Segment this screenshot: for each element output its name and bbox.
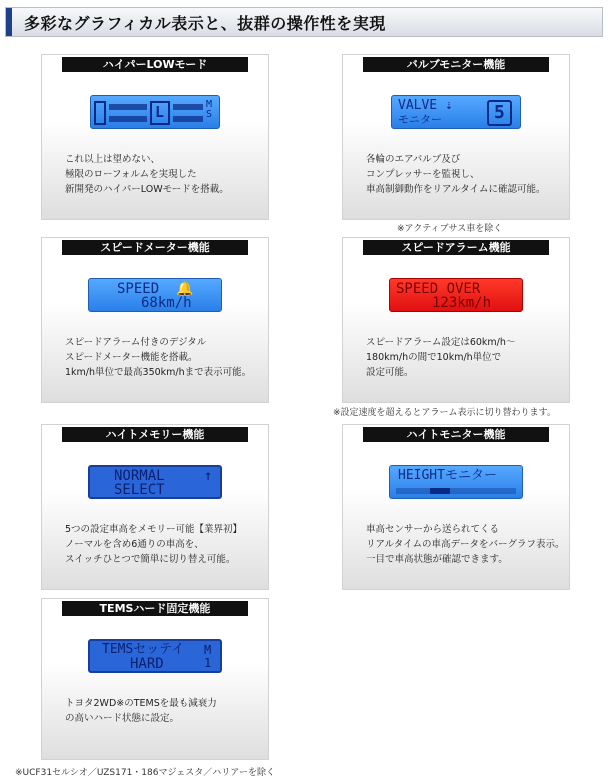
card-label: ハイトメモリー機能 (62, 427, 248, 442)
card-description: 車高センサーから送られてくる リアルタイムの車高データをバーグラフ表示。 一目で車高状態が確認できます。 (366, 524, 565, 565)
card-speed-alarm (342, 237, 570, 403)
lcd-char: L (155, 103, 165, 121)
lcd-display (90, 95, 220, 129)
card-label: ハイトモニター機能 (363, 427, 549, 442)
lcd-display (88, 278, 222, 312)
lcd-display (391, 95, 521, 129)
lcd-side-text: M S (206, 99, 213, 120)
lcd-display (389, 278, 523, 312)
note-active-suspension: ※アクティブサス車を除く (397, 224, 503, 234)
lcd-line-1: SPEED 🔔 (117, 281, 194, 297)
card-tems-hard (41, 598, 269, 760)
note-models: ※UCF31セルシオ／UZS171・186マジェスタ／ハリアーを除く (15, 768, 276, 778)
lcd-line-2: HARD (130, 656, 164, 672)
card-description: トヨタ2WD※のTEMSを最も減衰力 の高いハード状態に設定。 (65, 698, 217, 724)
section-header (5, 7, 603, 37)
lcd-line-1: SPEED OVER (396, 281, 481, 297)
lcd-display (389, 465, 523, 499)
page-title: 多彩なグラフィカル表示と、抜群の操作性を実現 (24, 14, 386, 33)
lcd-line-2: モニター (398, 113, 442, 126)
card-label: スピードメーター機能 (62, 240, 248, 255)
card-description: 5つの設定車高をメモリー可能【業界初】 ノーマルを含め6通りの車高を、 スイッチひとつで簡単に切り替え可能。 (65, 524, 243, 565)
lcd-line-1: VALVE ⇣ (398, 98, 453, 113)
lcd-badge: 5 (487, 100, 512, 126)
lcd-badge: ↑ (204, 468, 213, 484)
card-description: スピードアラーム設定は60km/h～ 180km/hの間で10km/h単位で 設定可能。 (366, 337, 516, 378)
card-label: バルブモニター機能 (363, 57, 549, 72)
lcd-line-1: HEIGHTモニター (398, 468, 497, 483)
card-description: これ以上は望めない、 極限のローフォルムを実現した 新開発のハイパーLOWモードを搭載。 (65, 154, 229, 195)
lcd-line-1: NORMAL (114, 468, 165, 484)
card-height-monitor (342, 424, 570, 590)
lcd-line-2: 123km/h (432, 295, 492, 311)
card-description: 各輪のエアバルブ及び コンプレッサーを監視し、 車高制御動作をリアルタイムに確認可能。 (366, 154, 546, 195)
lcd-display (88, 465, 222, 499)
lcd-line-2: SELECT (114, 482, 165, 498)
header-accent-bar (6, 8, 12, 36)
card-label: TEMSハード固定機能 (62, 601, 248, 616)
card-label: ハイパーLOWモード (62, 57, 248, 72)
note-speed-alarm: ※設定速度を超えるとアラーム表示に切り替わります。 (333, 408, 556, 418)
card-hyper-low (41, 54, 269, 220)
card-label: スピードアラーム機能 (363, 240, 549, 255)
lcd-display (88, 639, 222, 673)
lcd-badge: M 1 (204, 643, 212, 670)
card-description: スピードアラーム付きのデジタル スピードメーター機能を搭載。 1km/h単位で最高350km/hまで表示可能。 (65, 337, 252, 378)
lcd-line-1: TEMSセッテイ (102, 642, 185, 657)
lcd-line-2: 68km/h (141, 295, 192, 311)
card-speedometer (41, 237, 269, 403)
lcd-bargraph-icon (390, 486, 522, 496)
card-valve-monitor (342, 54, 570, 220)
card-height-memory (41, 424, 269, 590)
